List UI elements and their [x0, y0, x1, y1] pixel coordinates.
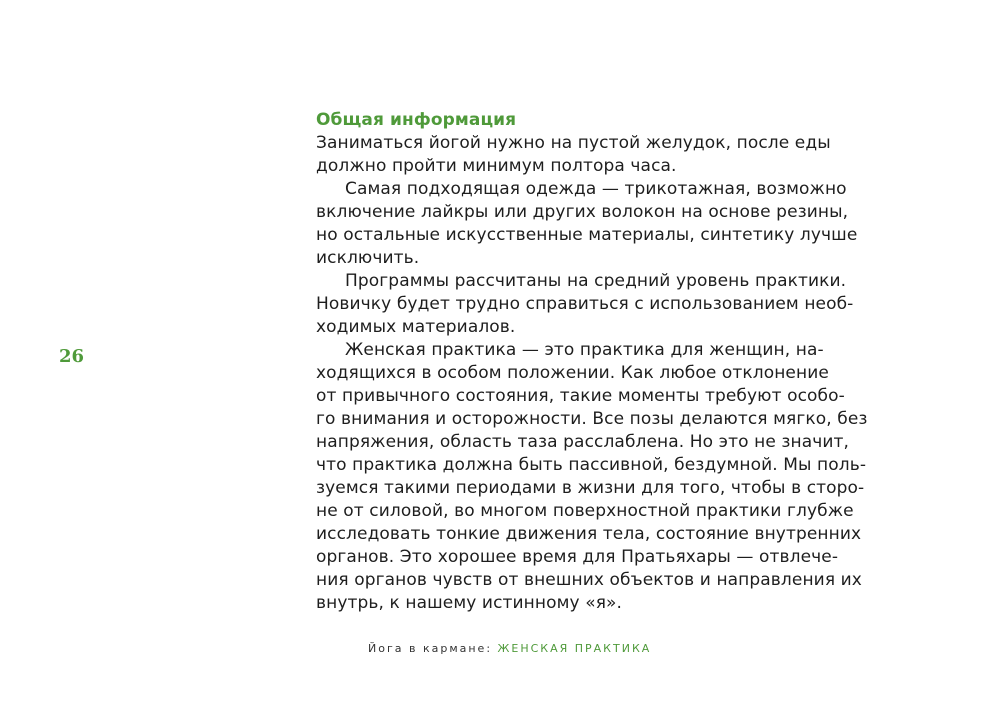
page-number: 26 [59, 346, 85, 367]
text-line: ходящихся в особом положении. Как любое отклонение [316, 363, 829, 383]
text-line: Новичку будет трудно справиться с использованием необ- [316, 294, 854, 314]
running-footer [368, 642, 651, 655]
text-line: от привычного состояния, такие моменты требуют особо- [316, 386, 845, 406]
section-heading: Общая информация [316, 110, 517, 130]
text-line: не от силовой, во многом поверхностной практики глубже [316, 501, 854, 521]
text-line: напряжения, область таза расслаблена. Но это не значит, [316, 432, 850, 452]
text-line: ния органов чувств от внешних объектов и направления их [316, 570, 862, 590]
text-line: исключить. [316, 248, 420, 268]
footer-book-title: Йога в кармане: [368, 642, 498, 655]
text-line: го внимания и осторожности. Все позы делаются мягко, без [316, 409, 868, 429]
text-line: органов. Это хорошее время для Пратьяхары — отвлече- [316, 547, 839, 567]
text-line: Заниматься йогой нужно на пустой желудок, после еды [316, 133, 831, 153]
text-line: но остальные искусственные материалы, синтетику лучше [316, 225, 858, 245]
body-text [316, 109, 906, 615]
text-line: ходимых материалов. [316, 317, 516, 337]
paragraph-lines [316, 132, 906, 615]
text-line: зуемся такими периодами в жизни для того, чтобы в сторо- [316, 478, 865, 498]
footer-section-title: ЖЕНСКАЯ ПРАКТИКА [497, 642, 652, 655]
text-line: Программы рассчитаны на средний уровень практики. [345, 271, 847, 291]
text-line: исследовать тонкие движения тела, состояние внутренних [316, 524, 862, 544]
text-line: должно пройти минимум полтора часа. [316, 156, 677, 176]
text-line: Женская практика — это практика для женщин, на- [345, 340, 824, 360]
text-line: внутрь, к нашему истинному «я». [316, 593, 623, 613]
text-line: что практика должна быть пассивной, бездумной. Мы поль- [316, 455, 867, 475]
text-line: Самая подходящая одежда — трикотажная, возможно [345, 179, 847, 199]
text-line: включение лайкры или других волокон на основе резины, [316, 202, 849, 222]
